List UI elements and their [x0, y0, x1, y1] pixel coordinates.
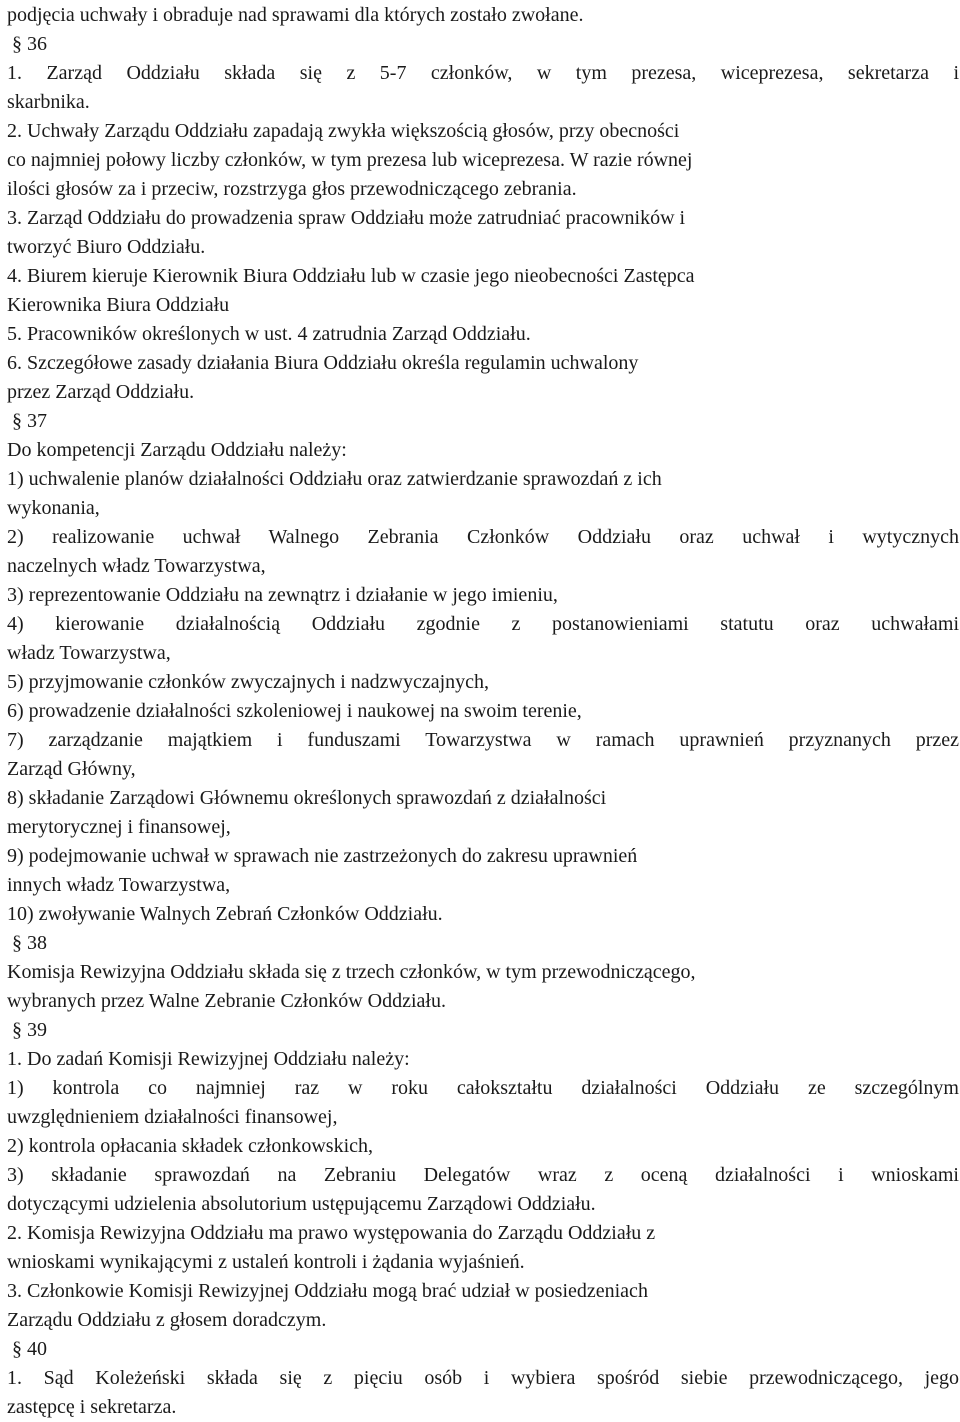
text-line: innych władz Towarzystwa,: [7, 874, 231, 896]
text-line: naczelnych władz Towarzystwa,: [7, 555, 266, 577]
text-line: wybranych przez Walne Zebranie Członków Oddziału.: [7, 990, 446, 1012]
section-heading-36: § 36: [12, 33, 47, 55]
section-heading-40: § 40: [12, 1338, 47, 1360]
text-line: Do kompetencji Zarządu Oddziału należy:: [7, 439, 347, 461]
text-line: 3) składanie sprawozdań na Zebraniu Delegatów wraz z oceną działalności i wnioskami: [7, 1164, 959, 1186]
text-line: 7) zarządzanie majątkiem i funduszami Towarzystwa w ramach uprawnień przyznanych przez: [7, 729, 959, 751]
text-line: 9) podejmowanie uchwał w sprawach nie zastrzeżonych do zakresu uprawnień: [7, 845, 638, 867]
text-line: zastępcę i sekretarza.: [7, 1396, 177, 1418]
text-line: 2. Uchwały Zarządu Oddziału zapadają zwykła większością głosów, przy obecności: [7, 120, 680, 142]
section-heading-38: § 38: [12, 932, 47, 954]
text-line: co najmniej połowy liczby członków, w tym prezesa lub wiceprezesa. W razie równej: [7, 149, 693, 171]
text-line: uwzględnieniem działalności finansowej,: [7, 1106, 338, 1128]
text-line: 1. Sąd Koleżeński składa się z pięciu osób i wybiera spośród siebie przewodniczącego, jego: [7, 1367, 959, 1389]
text-line: władz Towarzystwa,: [7, 642, 171, 664]
text-line: 1. Do zadań Komisji Rewizyjnej Oddziału należy:: [7, 1048, 410, 1070]
text-line: 2. Komisja Rewizyjna Oddziału ma prawo występowania do Zarządu Oddziału z: [7, 1222, 656, 1244]
text-line: przez Zarząd Oddziału.: [7, 381, 195, 403]
text-line: ilości głosów za i przeciw, rozstrzyga głos przewodniczącego zebrania.: [7, 178, 577, 200]
text-line: 5. Pracowników określonych w ust. 4 zatrudnia Zarząd Oddziału.: [7, 323, 531, 345]
text-line: Kierownika Biura Oddziału: [7, 294, 230, 316]
text-line: wykonania,: [7, 497, 100, 519]
text-line: 2) realizowanie uchwał Walnego Zebrania Członków Oddziału oraz uchwał i wytycznych: [7, 526, 959, 548]
text-line: 4. Biurem kieruje Kierownik Biura Oddziału lub w czasie jego nieobecności Zastępca: [7, 265, 695, 287]
text-line: 5) przyjmowanie członków zwyczajnych i nadzwyczajnych,: [7, 671, 490, 693]
text-line: merytorycznej i finansowej,: [7, 816, 231, 838]
text-line: 2) kontrola opłacania składek członkowskich,: [7, 1135, 373, 1157]
text-line: podjęcia uchwały i obraduje nad sprawami dla których zostało zwołane.: [7, 4, 584, 26]
text-line: 10) zwoływanie Walnych Zebrań Członków Oddziału.: [7, 903, 443, 925]
text-line: 3. Zarząd Oddziału do prowadzenia spraw Oddziału może zatrudniać pracowników i: [7, 207, 686, 229]
text-line: 8) składanie Zarządowi Głównemu określonych sprawozdań z działalności: [7, 787, 607, 809]
text-line: 1) kontrola co najmniej raz w roku całokształtu działalności Oddziału ze szczególnym: [7, 1077, 959, 1099]
text-line: dotyczącymi udzielenia absolutorium ustępującemu Zarządowi Oddziału.: [7, 1193, 596, 1215]
text-line: 3. Członkowie Komisji Rewizyjnej Oddziału mogą brać udział w posiedzeniach: [7, 1280, 648, 1302]
section-heading-39: § 39: [12, 1019, 47, 1041]
text-line: 1) uchwalenie planów działalności Oddziału oraz zatwierdzanie sprawozdań z ich: [7, 468, 662, 490]
section-heading-37: § 37: [12, 410, 47, 432]
text-line: 6. Szczegółowe zasady działania Biura Oddziału określa regulamin uchwalony: [7, 352, 639, 374]
text-line: tworzyć Biuro Oddziału.: [7, 236, 206, 258]
text-line: 6) prowadzenie działalności szkoleniowej i naukowej na swoim terenie,: [7, 700, 582, 722]
text-line: Zarząd Główny,: [7, 758, 136, 780]
text-line: skarbnika.: [7, 91, 90, 113]
text-line: wnioskami wynikającymi z ustaleń kontroli i żądania wyjaśnień.: [7, 1251, 525, 1273]
text-line: Komisja Rewizyjna Oddziału składa się z trzech członków, w tym przewodniczącego,: [7, 961, 696, 983]
text-line: 4) kierowanie działalnością Oddziału zgodnie z postanowieniami statutu oraz uchwałami: [7, 613, 959, 635]
text-line: 1. Zarząd Oddziału składa się z 5-7 członków, w tym prezesa, wiceprezesa, sekretarza i: [7, 62, 959, 84]
text-line: 3) reprezentowanie Oddziału na zewnątrz i działanie w jego imieniu,: [7, 584, 558, 606]
text-line: Zarządu Oddziału z głosem doradczym.: [7, 1309, 327, 1331]
